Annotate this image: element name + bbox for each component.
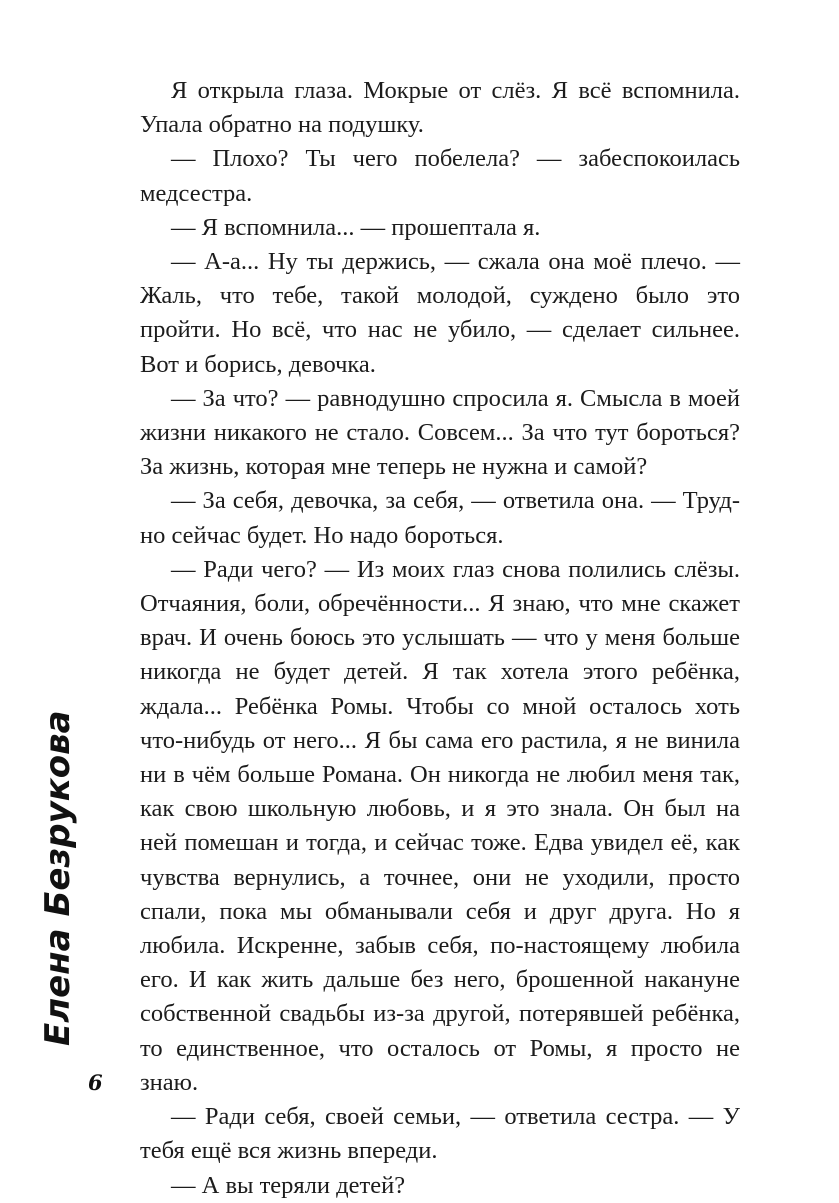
- paragraph: — Ради чего? — Из моих глаз снова полились слёзы. Отчаяния, боли, обречённости... Я знаю, что мне скажет врач. И очень боюсь это услышать — что у меня больше никогда не будет детей. Я так хотела этого ребёнка, ждала... Ребёнка Ромы. Чтобы со мной осталось хоть что-нибудь от него... Я бы сама его растила, я не винила ни в чём больше Романа. Он никогда не любил меня так, как свою школьную любовь, и я это знала. Он был на ней помешан и тогда, и сейчас тоже. Едва увидел её, как чувства вернулись, а точнее, они не уходили, просто спали, пока мы обманывали себя и друг друга. Но я любила. Искренне, забыв себя, по-настоящему любила его. И как жить дальше без него, брошенной накануне собственной свадьбы из-за другой, потерявшей ребёнка, то единственное, что осталось от Ромы, я просто не знаю.: [140, 555, 740, 1096]
- paragraph: — Я вспомнила... — прошептала я.: [171, 213, 541, 241]
- body-text: [140, 74, 740, 1203]
- paragraph: Я открыла глаза. Мокрые от слёз. Я всё вспомнила. Упала обратно на подушку.: [140, 77, 740, 139]
- page-number: 6: [88, 1070, 103, 1095]
- paragraph: — А-а... Ну ты держись, — сжала она моё плечо. — Жаль, что тебе, такой молодой, суждено было это пройти. Но всё, что нас не убило, — сделает сильнее. Вот и борись, девочка.: [140, 248, 740, 378]
- paragraph: — Плохо? Ты чего побелела? — забеспокоилась медсестра.: [140, 145, 740, 207]
- paragraph: — За что? — равнодушно спросила я. Смысла в моей жизни никакого не стало. Совсем... За что тут бороться? За жизнь, которая мне теперь не нужна и самой?: [140, 384, 740, 481]
- paragraph: — Ради себя, своей семьи, — ответила сестра. — У тебя ещё вся жизнь впереди.: [140, 1103, 740, 1165]
- paragraph: — А вы теряли детей?: [171, 1171, 406, 1199]
- author-name: Елена Безрукова: [38, 710, 78, 1046]
- paragraph: — За себя, девочка, за себя, — ответила она. — Трудно сейчас будет. Но надо бороться.: [140, 487, 740, 549]
